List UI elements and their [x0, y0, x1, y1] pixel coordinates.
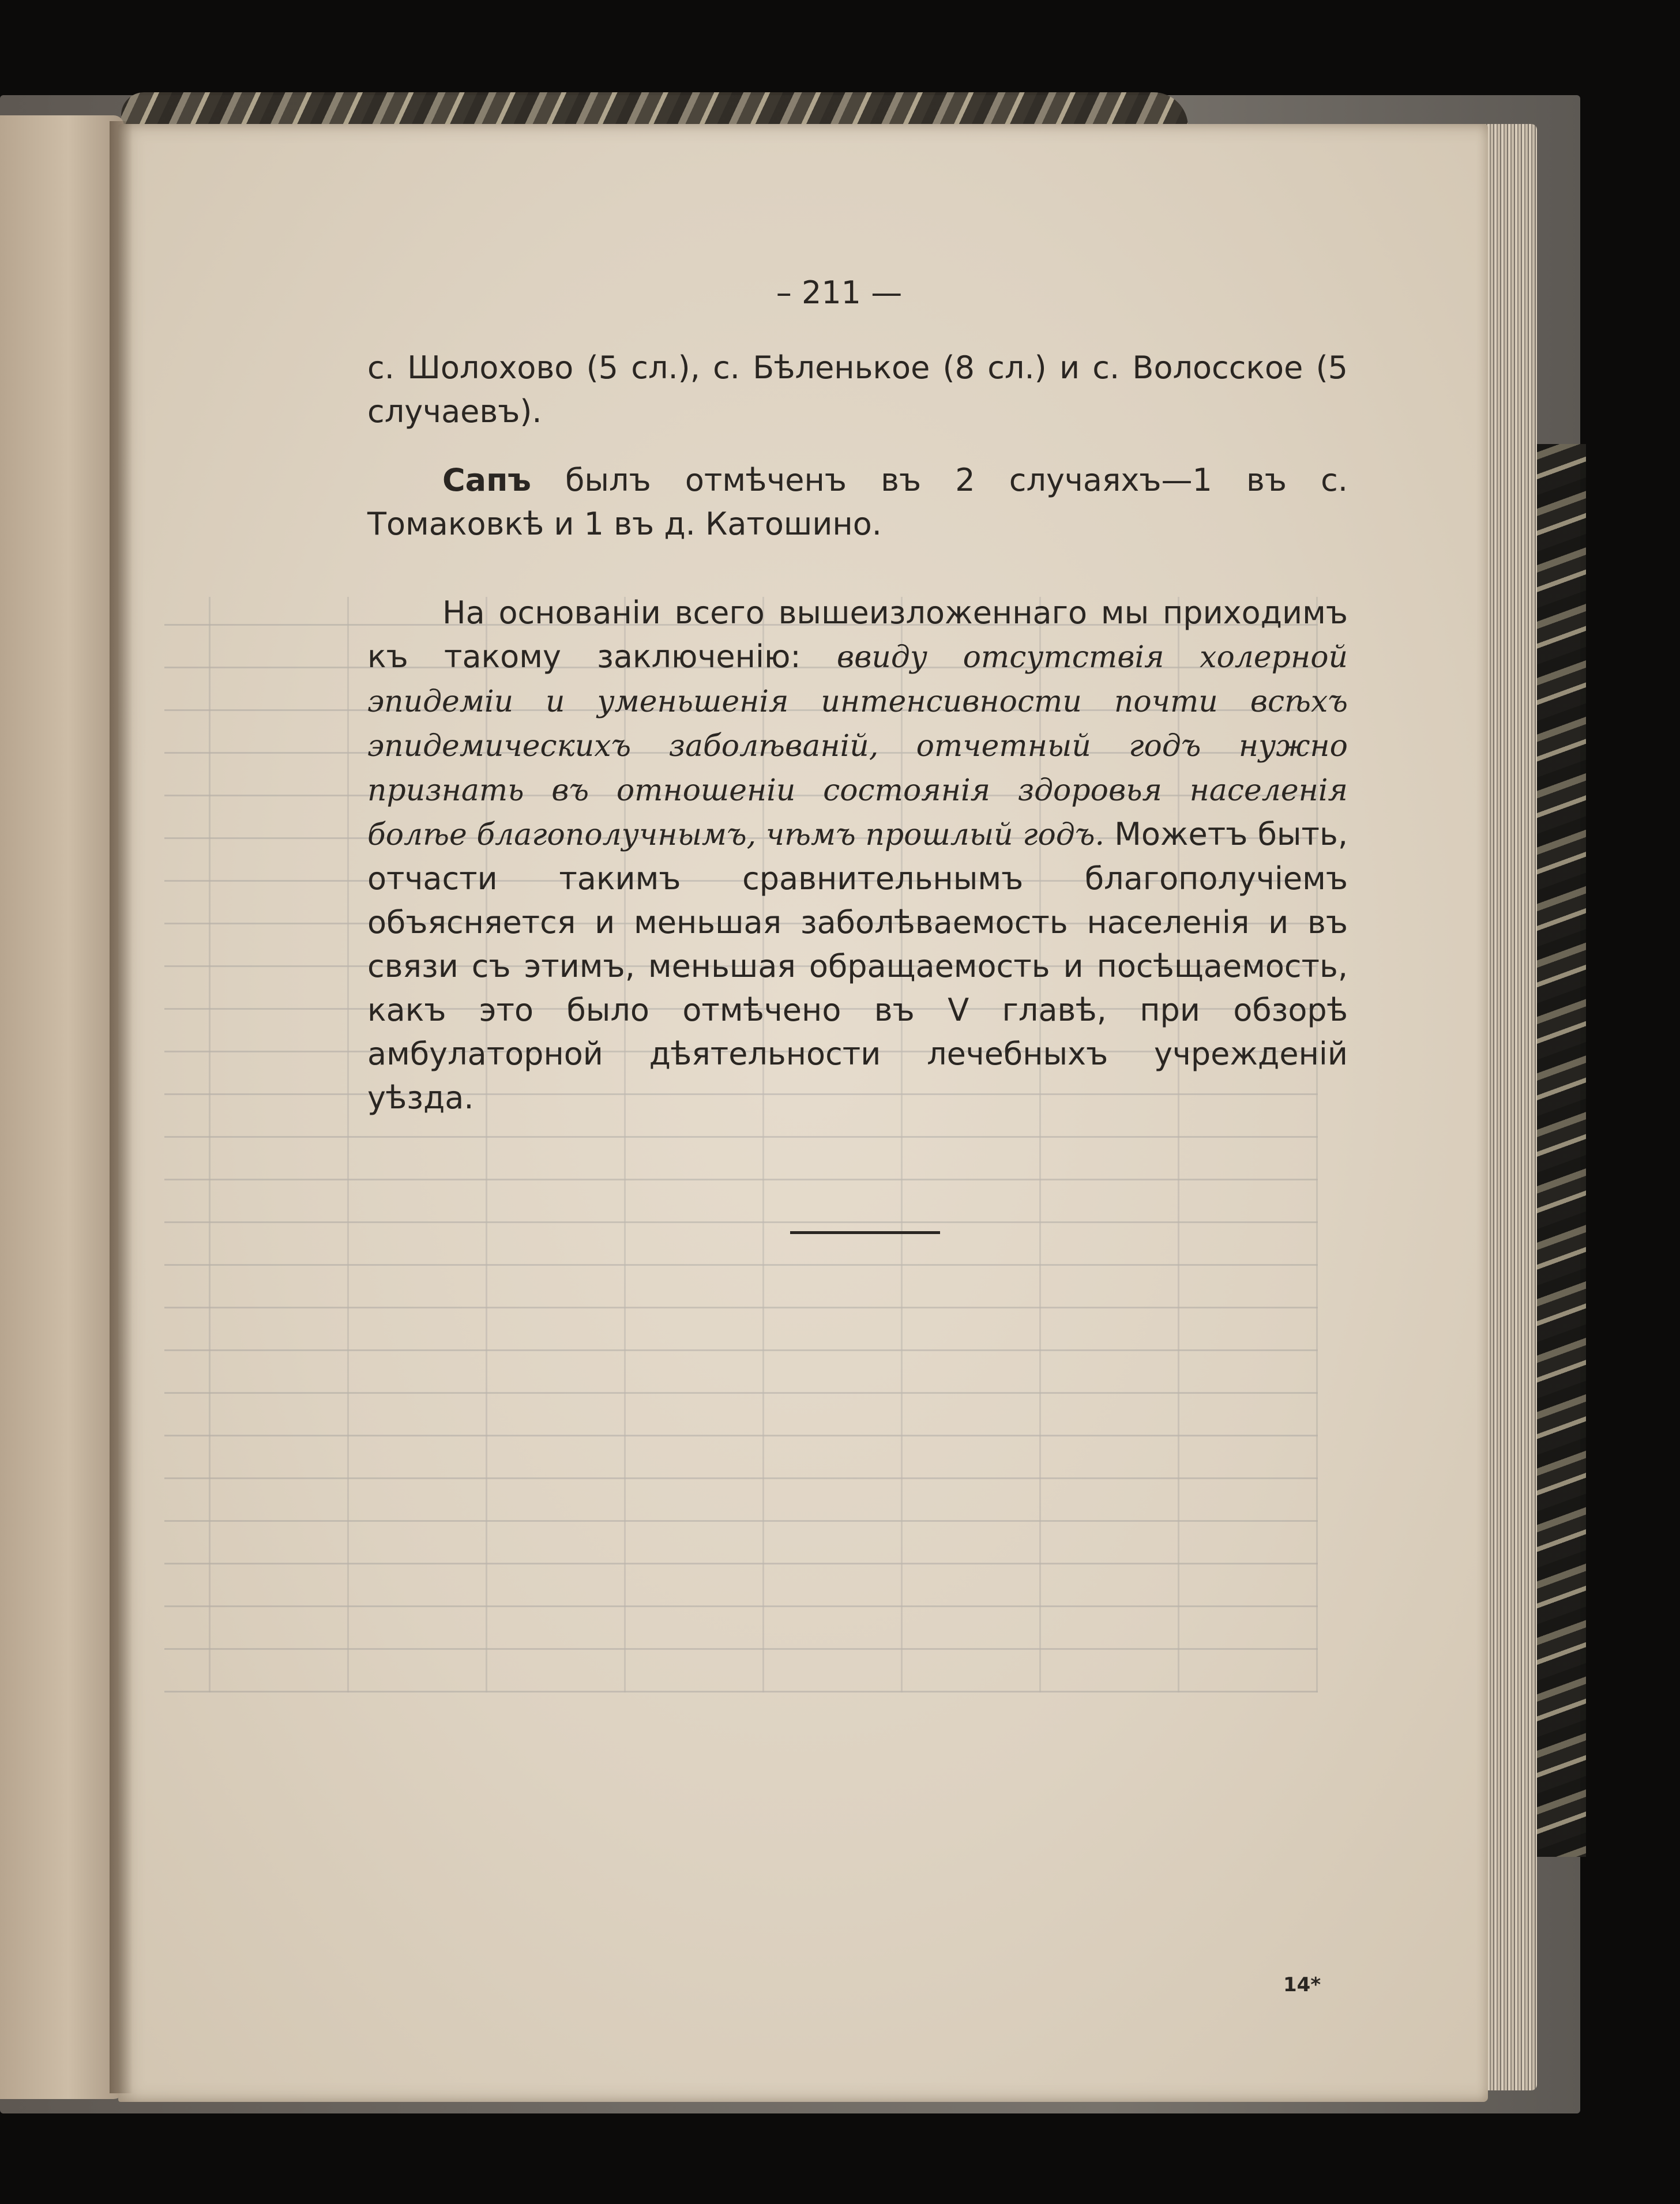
paragraph-glanders: [367, 458, 1348, 546]
term-sap: Сапъ: [442, 462, 531, 498]
paragraph-villages: с. Шолохово (5 сл.), с. Бѣленькое (8 сл.) и с. Волосское (5 случаевъ).: [367, 349, 1348, 430]
conclusion-lead: На основанiи всего вышеизложеннаго мы приходимъ къ такому заключенiю:: [367, 595, 1348, 675]
paragraph-conclusion: [367, 591, 1348, 1120]
page-number: – 211 —: [776, 274, 903, 311]
conclusion-italic: ввиду отсутствiя холерной эпидемiи и уменьшенiя интенсивности почти всѣхъ эпидемическихъ заболѣванiй, отчетный годъ нужно признать въ отношенiи состоянiя здоровья населенiя болѣе благополучнымъ, чѣмъ прошлый годъ.: [367, 640, 1348, 852]
gutter-shadow: [110, 121, 133, 2093]
section-rule: [790, 1231, 940, 1234]
paragraph-glanders-text: былъ отмѣченъ въ 2 случаяхъ—1 въ с. Томаковкѣ и 1 въ д. Катошино.: [367, 462, 1348, 542]
printer-signature: 14*: [1283, 1973, 1321, 1996]
conclusion-rest: Можетъ быть, отчасти такимъ сравнительнымъ благополучiемъ объясняется и меньшая заболѣваемость населенiя и въ связи съ этимъ, меньшая обращаемость и посѣщаемость, какъ это было отмѣчено въ V главѣ, при обзорѣ амбулаторной дѣятельности лечебныхъ учрежденiй уѣзда.: [367, 816, 1348, 1116]
facing-page-edge: [0, 115, 124, 2099]
